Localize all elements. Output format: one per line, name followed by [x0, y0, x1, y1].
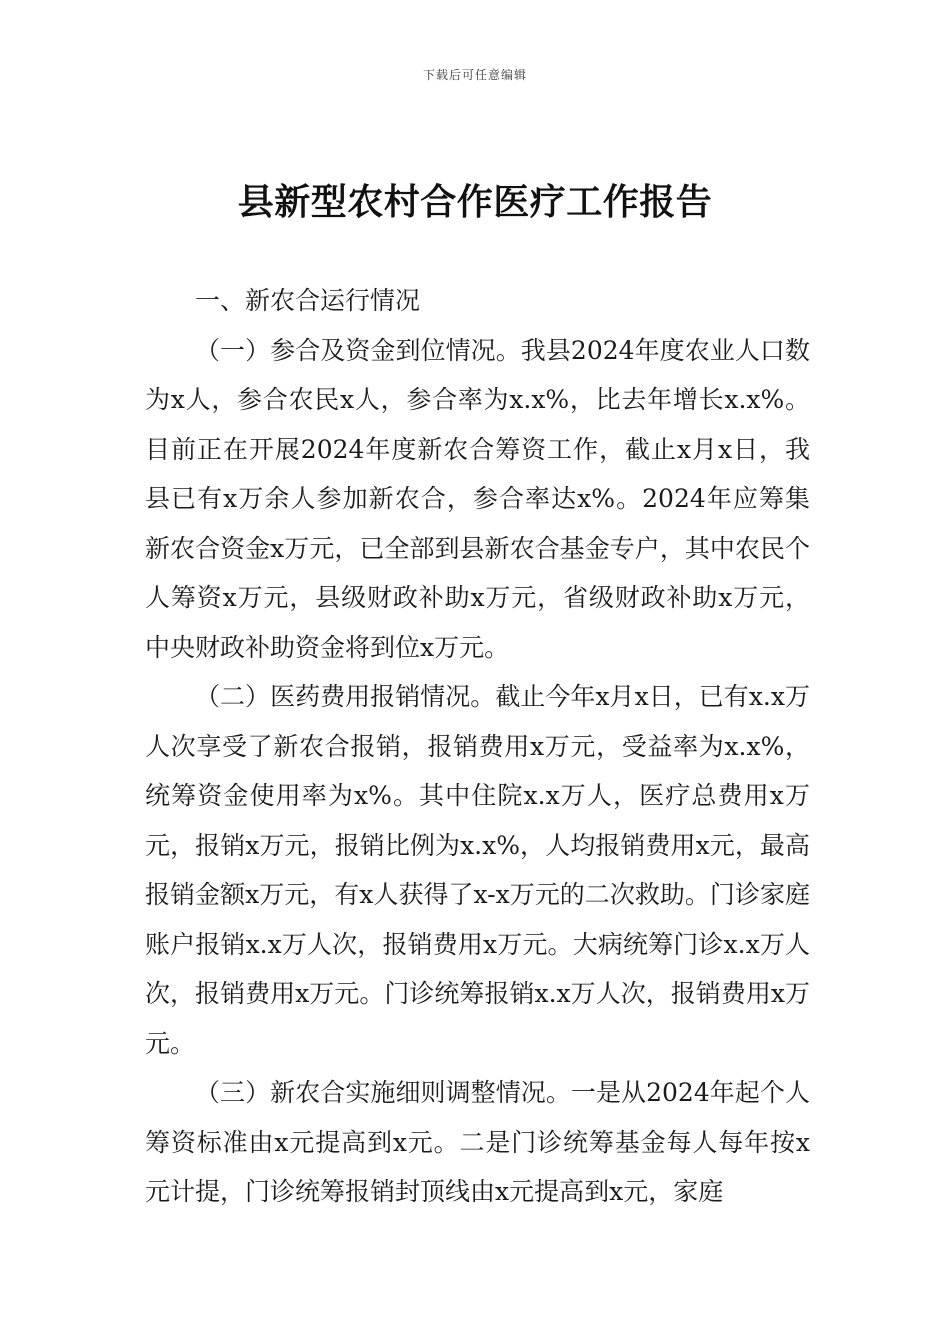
paragraph-funding: （一）参合及资金到位情况。我县2024年度农业人口数为x人，参合农民x人，参合率为x.x%，比去年增长x.x%。目前正在开展2024年度新农合筹资工作，截止x月x日，我县已有x万余人参加新农合，参合率达x%。2024年应筹集新农合资金x万元，已全部到县新农合基金专户，其中农民个人筹资x万元，县级财政补助x万元，省级财政补助x万元，中央财政补助资金将到位x万元。: [145, 335, 810, 662]
document-body: [145, 276, 810, 1217]
section-heading: 一、新农合运行情况: [195, 286, 421, 315]
header-note: 下载后可任意编辑: [422, 68, 527, 82]
document-title: 县新型农村合作医疗工作报告: [237, 182, 713, 223]
paragraph-reimbursement: （二）医药费用报销情况。截止今年x月x日，已有x.x万人次享受了新农合报销，报销费用x万元，受益率为x.x%，统筹资金使用率为x%。其中住院x.x万人，医疗总费用x万元，报销x万元，报销比例为x.x%，人均报销费用x元，最高报销金额x万元，有x人获得了x-x万元的二次救助。门诊家庭账户报销x.x万人次，报销费用x万元。大病统筹门诊x.x万人次，报销费用x万元。门诊统筹报销x.x万人次，报销费用x万元。: [145, 682, 810, 1058]
paragraph-adjustments: （三）新农合实施细则调整情况。一是从2024年起个人筹资标准由x元提高到x元。二是门诊统筹基金每人每年按x元计提，门诊统筹报销封顶线由x元提高到x元，家庭: [145, 1078, 810, 1206]
